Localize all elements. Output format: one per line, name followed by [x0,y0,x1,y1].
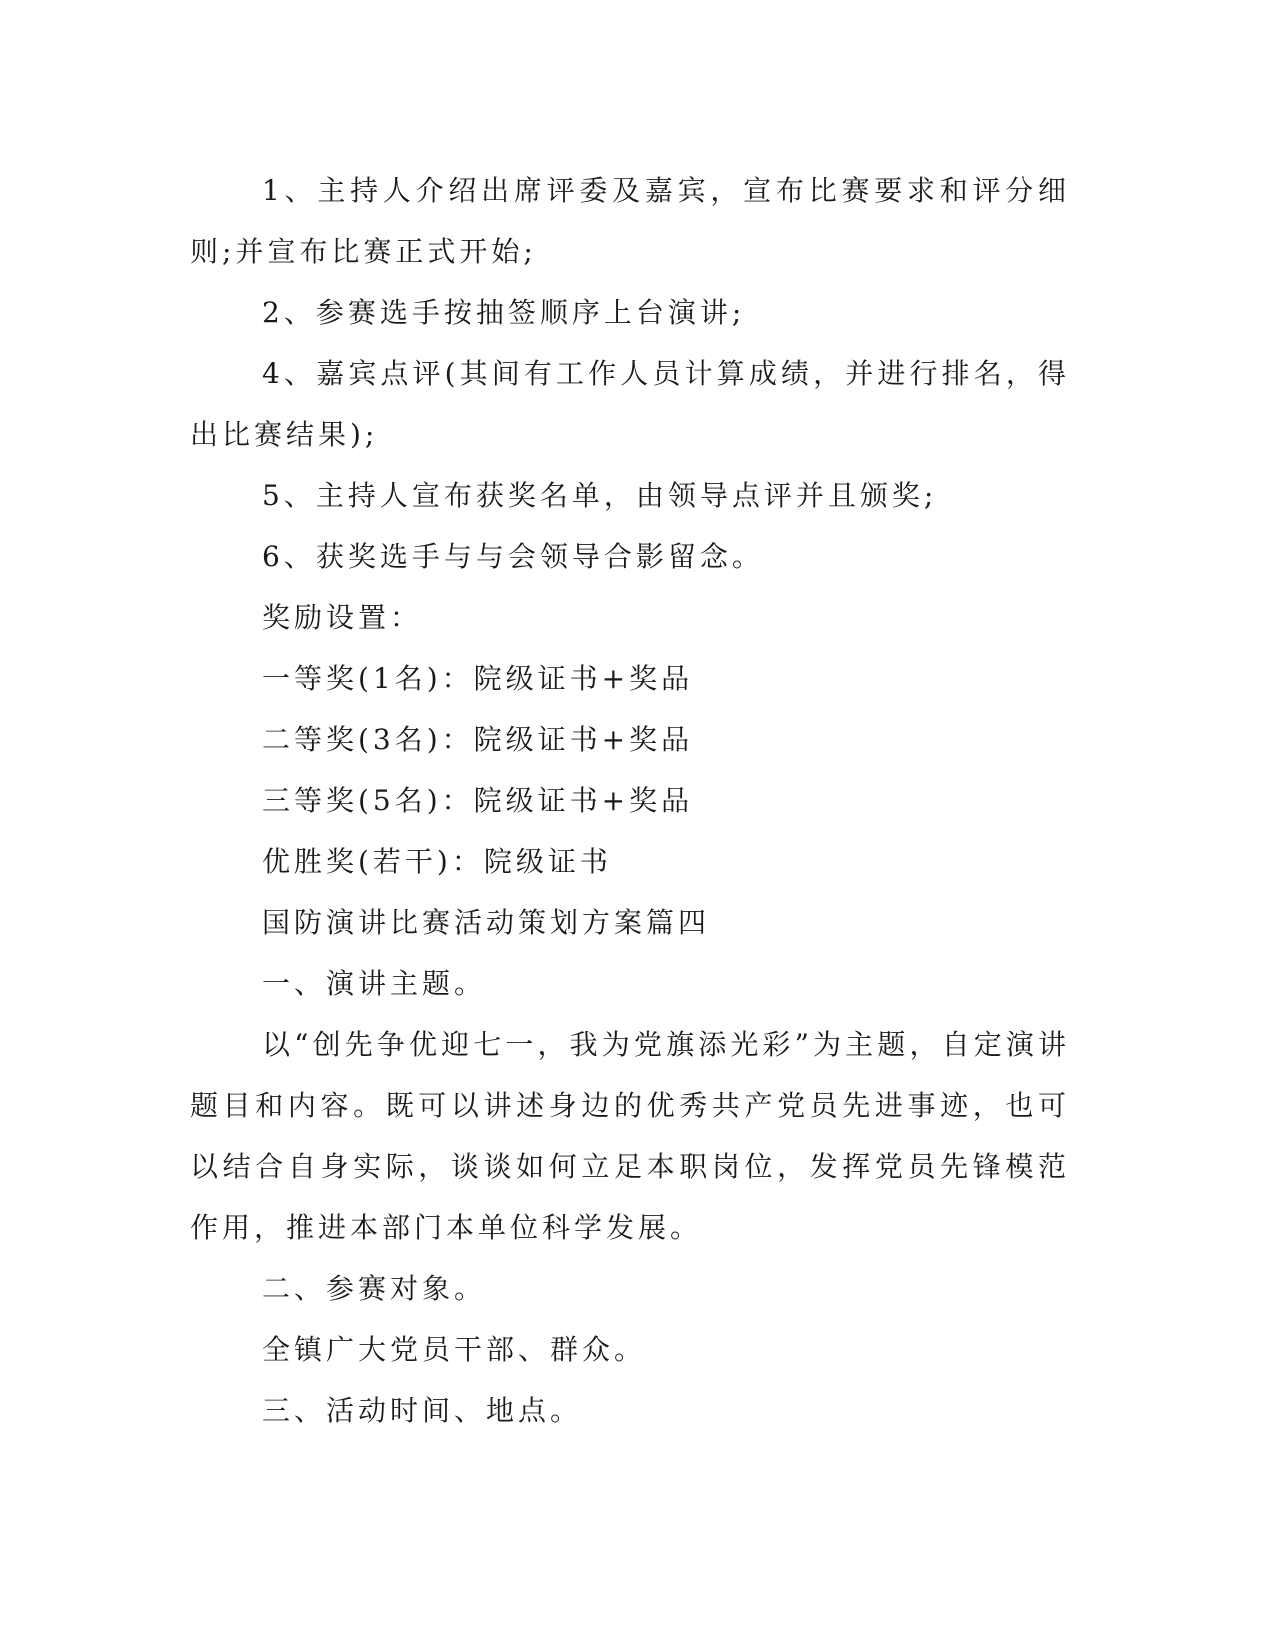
paragraph-award-third: 三等奖(5名)：院级证书+奖品 [262,784,694,817]
paragraph-award-first: 一等奖(1名)：院级证书+奖品 [262,662,694,695]
paragraph-participants-body: 全镇广大党员干部、群众。 [262,1333,647,1366]
heading-participants: 二、参赛对象。 [262,1272,487,1305]
paragraph-procedure-step-4: 4、嘉宾点评(其间有工作人员计算成绩，并进行排名，得出比赛结果); [190,357,1070,451]
paragraph-speech-theme-body: 以“创先争优迎七一，我为党旗添光彩”为主题，自定演讲题目和内容。既可以讲述身边的优秀共产党员先进事迹，也可以结合自身实际，谈谈如何立足本职岗位，发挥党员先锋模范作用，推进本部门本单位科学发展。 [190,1028,1070,1244]
paragraph-award-merit: 优胜奖(若干)：院级证书 [262,845,612,878]
paragraph-award-second: 二等奖(3名)：院级证书+奖品 [262,723,694,756]
heading-speech-theme: 一、演讲主题。 [262,967,487,1000]
document-body [190,160,1070,1441]
paragraph-procedure-step-6: 6、获奖选手与与会领导合影留念。 [262,540,764,573]
paragraph-awards-heading: 奖励设置： [262,601,423,634]
paragraph-procedure-step-5: 5、主持人宣布获奖名单，由领导点评并且颁奖; [262,479,938,512]
section-title: 国防演讲比赛活动策划方案篇四 [262,906,711,939]
heading-time-location: 三、活动时间、地点。 [262,1394,583,1427]
paragraph-procedure-step-2: 2、参赛选手按抽签顺序上台演讲; [262,296,746,329]
paragraph-procedure-step-1: 1、主持人介绍出席评委及嘉宾，宣布比赛要求和评分细则;并宣布比赛正式开始; [190,174,1070,268]
